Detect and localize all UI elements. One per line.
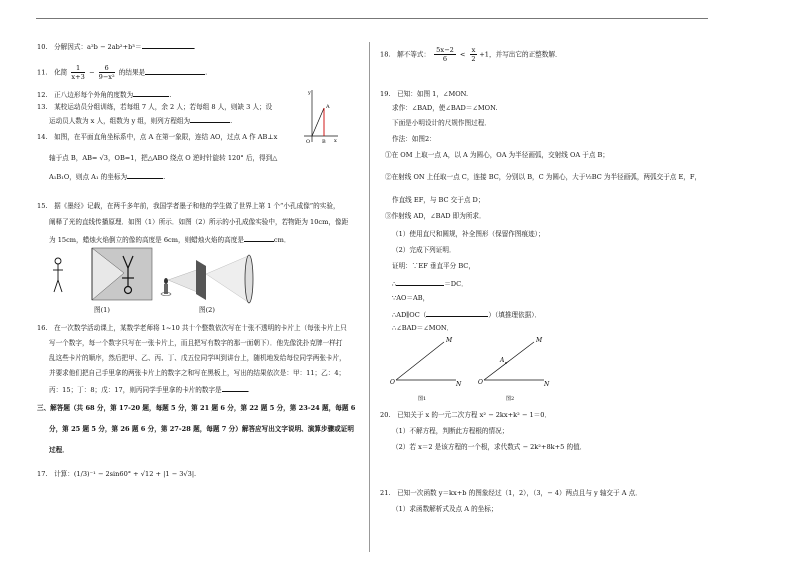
screen	[245, 255, 253, 303]
question-19-step-3: ③作射线 AD，∠BAD 即为所求．	[385, 212, 486, 220]
question-21-part-1: （1）求函数解析式及点 A 的坐标；	[392, 505, 498, 513]
svg-text:N: N	[456, 381, 462, 388]
question-17: 17. 计算：(1/3)⁻¹ − 2sin60° + √12 + |1 − 3√3|.	[37, 470, 197, 478]
question-16-line-3: 乱这些卡片的顺序，然后把甲、乙、丙、丁、戊五位同学叫到讲台上，随机地发给每位同学两张卡片，	[49, 354, 346, 362]
question-14-line-2: 轴于点 B，AB= √3，OB=1，把△ABO 绕点 O 逆时针旋转 120° 后，得到△	[49, 154, 278, 162]
question-12: 12. 正八边形每个外角的度数为 .	[37, 91, 172, 99]
column-divider	[369, 42, 370, 552]
figure-2-label: 图2	[506, 396, 515, 402]
question-18: 18. 解不等式： $\frac{5x-2}{6}$ < $\frac{x}{2}$ +1，并写出它的正整数解．	[380, 46, 562, 64]
candle-flame	[164, 278, 168, 284]
question-15-line-3: 为 15cm，蜡烛火焰倒立的像的高度是 6cm，则蜡烛火焰的高度是 cm．	[49, 236, 291, 244]
answer-blank	[222, 384, 248, 392]
question-15-line-2: 阐释了光的直线传播原理．如图（1）所示．如图（2）所示的小孔成像实验中，若物距为 10cm，像距	[49, 218, 349, 226]
question-19: 19. 已知：如图 1，∠MON.	[380, 90, 469, 98]
question-19-step-2b: 作直线 EF，与 BC 交于点 D；	[392, 196, 485, 204]
proof-line-2: ∴ ＝DC．	[392, 280, 468, 288]
question-16-line-5: 丙：15；丁：8；戊：17，则丙同学手里拿的卡片的数字是 .	[49, 386, 250, 394]
ray-om-2	[484, 342, 534, 380]
proof-line-1: 证明：∵EF 垂直平分 BC，	[392, 262, 475, 270]
answer-blank	[133, 89, 169, 97]
question-19-line-2: 作法：如图2：	[392, 135, 436, 143]
page-top-rule	[36, 18, 708, 19]
axis-label-x: x	[334, 138, 337, 144]
question-13-line-1: 13. 某校运动员分组训练，若每组 7 人，余 2 人；若每组 8 人，则缺 3 人；设	[37, 103, 273, 111]
segment-oa	[312, 108, 324, 136]
question-19-part-1: （1）使用直尺和圆规，补全图形（保留作图痕迹）；	[392, 230, 545, 238]
svg-text:N: N	[544, 381, 550, 388]
proof-line-4: ∴AD∥OC（ ）（填推理依据）．	[392, 311, 542, 319]
pinhole-board	[196, 260, 206, 300]
question-16-line-1: 16. 在一次数学活动课上，某数学老师将 1~10 共十个整数依次写在十张不透明的卡片上（每张卡片上只	[37, 324, 347, 332]
fraction-2: $\frac{6}{\text{9−x²}}$	[98, 64, 115, 82]
answer-blank	[127, 171, 163, 179]
question-20-part-2: （2）若 x＝2 是该方程的一个根，求代数式 − 2k²+8k+5 的值．	[392, 443, 587, 451]
question-11: 11. 化简 $\frac{1}{x+3}$ − $\frac{6}{\text{9−x²}}$ 的结果是 .	[37, 64, 208, 82]
question-19-step-1: ①在 OM 上取一点 A，以 A 为圆心，OA 为半径画弧，交射线 OA 于点 B；	[385, 151, 609, 159]
origin-label: O	[306, 139, 311, 145]
figure-1-caption: 图(1)	[94, 306, 110, 314]
question-14-line-1: 14. 如图，在平面直角坐标系中，点 A 在第一象限，连结 AO，过点 A 作 AB⊥x	[37, 133, 278, 141]
angle-figures	[384, 334, 564, 406]
figure-2-angle	[478, 337, 550, 402]
ray-om	[396, 342, 444, 380]
answer-blank	[396, 278, 444, 286]
coordinate-figure	[300, 86, 340, 150]
svg-text:O: O	[390, 379, 395, 386]
answer-blank	[145, 67, 205, 75]
svg-text:M: M	[536, 337, 543, 344]
fraction-lhs: $\frac{5x-2}{6}$	[436, 46, 454, 64]
section-3-heading-line-2: 分，第 25 题 5 分，第 26 题 6 分，第 27-28 题，每题 7 分）解答应写出文字说明、演算步骤或证明	[49, 425, 354, 433]
question-19-ask: 求作：∠BAD，使∠BAD＝∠MON.	[392, 104, 498, 112]
question-19-step-2: ②在射线 ON 上任取一点 C，连接 BC，分别以 B，C 为圆心，大于½BC 为半径画弧，两弧交于点 E，F，	[385, 173, 702, 181]
answer-blank	[426, 309, 488, 317]
proof-line-5: ∴∠BAD＝∠MON．	[392, 324, 454, 332]
projection-beam	[206, 256, 248, 302]
figure-2-caption: 图(2)	[199, 306, 215, 314]
point-a	[505, 362, 507, 364]
question-19-line-1: 下面是小明设计的尺规作图过程．	[392, 119, 491, 127]
section-3-heading-line-1: 三、解答题（共 68 分，第 17-20 题，每题 5 分，第 21 题 6 分，第 22 题 5 分，第 23-24 题，每题 6	[37, 404, 356, 412]
question-20-part-1: （1）不解方程，判断此方程根的情况；	[392, 427, 509, 435]
svg-text:A: A	[500, 357, 505, 364]
question-13-line-2: 运动员人数为 x 人，组数为 y 组，则列方程组为 .	[49, 117, 233, 125]
answer-blank	[142, 41, 194, 49]
figure-1-angle	[390, 337, 462, 402]
question-16-line-4: 并要求他们把自己手里拿的两张卡片上的数字之和写在黑板上，写出的结果依次是：甲：11；乙：4；	[49, 369, 346, 377]
question-10: 10. 分解因式：a²b − 2ab²+b³＝ .	[37, 43, 196, 51]
fraction-1: $\frac{1}{x+3}$	[71, 64, 85, 82]
standing-figure	[53, 258, 63, 292]
answer-blank	[244, 234, 274, 242]
question-21: 21. 已知一次函数 y＝kx+b 的图象经过（1，2），（3，− 4）两点且与 y 轴交于 A 点．	[380, 489, 642, 497]
question-19-part-2: （2）完成下列证明．	[392, 246, 456, 254]
proof-line-3: ∵AO＝AB，	[392, 294, 430, 302]
question-14-line-3: A₁B₁O，则点 A₁ 的坐标为 .	[49, 173, 166, 181]
svg-text:M: M	[446, 337, 453, 344]
point-a-label: A	[326, 104, 330, 110]
question-15-line-1: 15. 据《墨经》记载，在两千多年前，我国学者墨子和他的学生做了世界上第 1 个“小孔成像”的实验，	[37, 202, 340, 210]
point-b-label: B	[322, 139, 326, 145]
axis-label-y: y	[308, 90, 311, 96]
figure-1-label: 图1	[418, 396, 427, 402]
question-16-line-2: 写一个数字，每一个数字只写在一张卡片上，而且把写有数字的那一面朝下）．他先像洗扑克牌一样打	[49, 339, 343, 347]
pinhole-figure-2	[158, 250, 262, 306]
fraction-rhs: $\frac{x}{2}$	[471, 46, 476, 64]
section-3-heading-line-3: 过程．	[49, 446, 69, 454]
question-20: 20. 已知关于 x 的一元二次方程 x² − 2kx+k² − 1＝0．	[380, 411, 552, 419]
answer-blank	[190, 115, 230, 123]
svg-text:O: O	[478, 379, 483, 386]
pinhole-figure-1	[44, 246, 156, 306]
